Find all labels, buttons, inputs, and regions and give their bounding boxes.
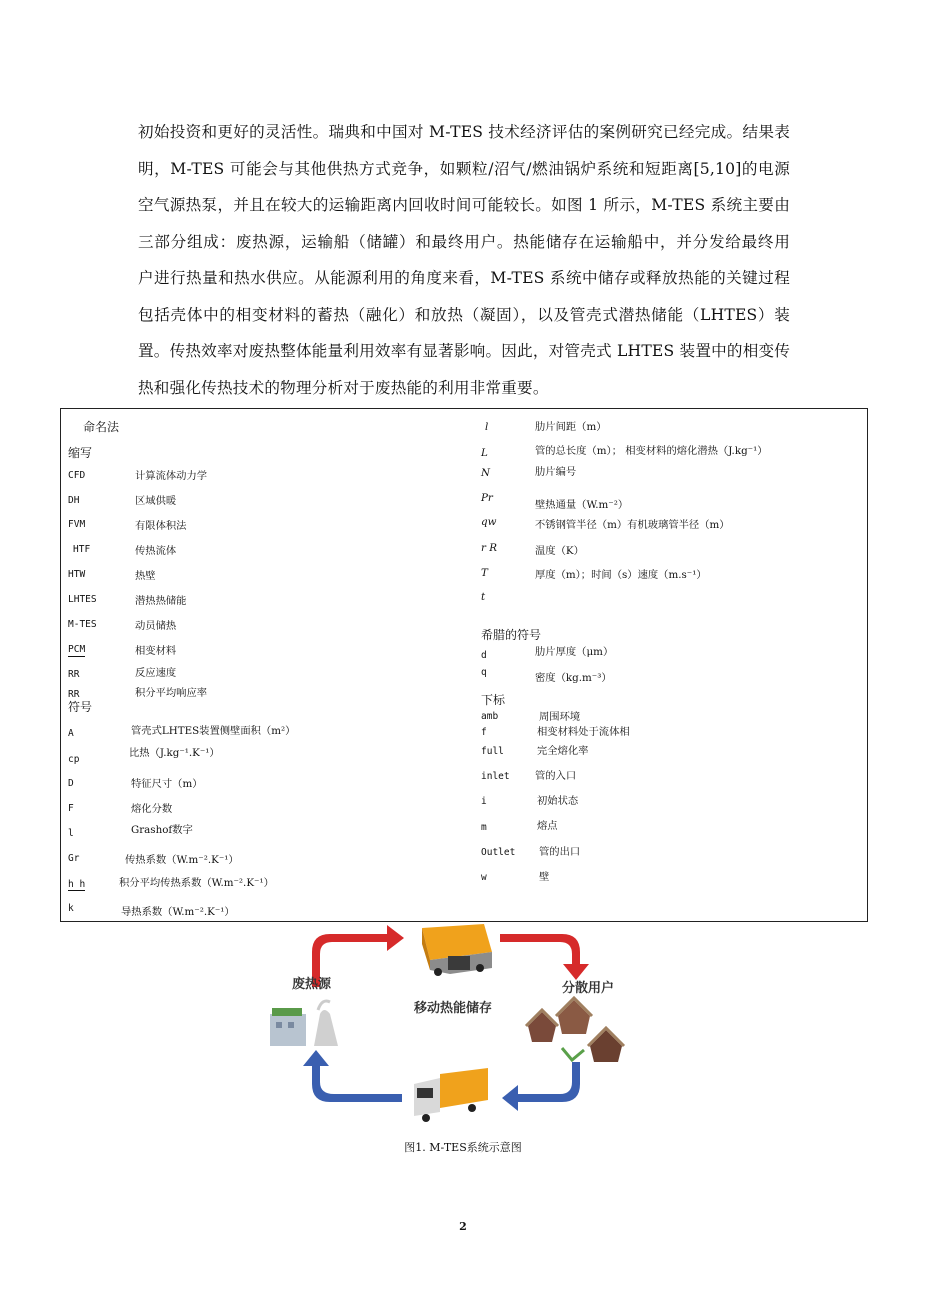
subscript-desc: 完全熔化率 (537, 745, 589, 757)
symbol: l (68, 828, 74, 839)
subscript-symbol: full (481, 746, 504, 757)
symbol-desc: 积分平均传热系数（W.m⁻².K⁻¹） (119, 877, 274, 889)
abbr-symbol: RR (68, 669, 80, 680)
red-arrow-right-icon (500, 934, 589, 980)
abbr-symbol: DH (68, 495, 80, 506)
greek-symbol: d (481, 650, 487, 661)
body-paragraph (138, 114, 790, 406)
page-number: 2 (459, 1220, 467, 1233)
abbr-desc: 反应速度 (135, 667, 177, 679)
subscript-desc: 熔点 (537, 820, 558, 832)
symbol-desc: 肋片间距（m） (535, 421, 607, 433)
greek-heading: 希腊的符号 (481, 628, 542, 642)
paragraph-line: 空气源热泵，并且在较大的运输距离内回收时间可能较长。如图 1 所示，M-TES 系统主要由 (138, 196, 790, 214)
figure-caption: 图1. M-TES系统示意图 (404, 1141, 522, 1154)
symbol: D (68, 778, 74, 789)
symbol-desc: 特征尺寸（m） (131, 778, 203, 790)
symbol-desc: 比热（J.kg⁻¹.K⁻¹） (129, 747, 220, 759)
abbr-symbol: FVM (68, 519, 86, 530)
symbol-desc: 熔化分数 (131, 803, 173, 815)
truck-bottom-icon (414, 1068, 488, 1122)
symbol: Gr (68, 853, 80, 864)
greek-desc: 肋片厚度（μm） (535, 646, 614, 658)
symbol-desc: 导热系数（W.m⁻².K⁻¹） (121, 906, 235, 918)
greek-symbol: q (481, 667, 487, 678)
paragraph-line: 三部分组成：废热源，运输船（储罐）和最终用户。热能储存在运输船中，并分发给最终用 (138, 232, 790, 251)
nomenclature-box (60, 408, 868, 922)
symbol-desc: 壁热通量（W.m⁻²） (535, 499, 629, 511)
abbr-desc: 有限体积法 (135, 520, 187, 532)
abbr-desc: 热壁 (135, 570, 156, 582)
abbr-symbol: RR (68, 689, 80, 700)
paragraph-line: 包括壳体中的相变材料的蓄热（融化）和放热（凝固），以及管壳式潜热储能（LHTES）装 (138, 305, 790, 324)
subscript-symbol: inlet (481, 771, 510, 782)
symbol-desc: 温度（K） (535, 545, 584, 557)
symbol: cp (68, 754, 80, 765)
label-storage: 移动热能储存 (414, 1001, 493, 1016)
abbr-desc: 潜热热储能 (135, 595, 187, 607)
abbreviation-heading: 缩写 (68, 446, 93, 460)
symbol (68, 878, 85, 891)
abbr-desc: 相变材料 (135, 645, 177, 657)
abbr-symbol: M-TES (68, 619, 97, 630)
symbol: F (68, 803, 74, 814)
paragraph-line: 初始投资和更好的灵活性。瑞典和中国对 M-TES 技术经济评估的案例研究已经完成。结果表 (138, 123, 790, 141)
symbol-desc: 管的总长度（m）； 相变材料的熔化潜热（J.kg⁻¹） (535, 445, 768, 457)
abbr-desc: 积分平均响应率 (135, 687, 208, 699)
paragraph-line: 明，M-TES 可能会与其他供热方式竞争，如颗粒/沼气/燃油锅炉系统和短距离[5,10]的电源 (138, 159, 790, 178)
abbr-symbol: HTF (73, 544, 91, 555)
symbol: l (485, 421, 489, 433)
symbol-desc: 厚度（m）；时间（s）速度（m.s⁻¹） (535, 569, 707, 581)
subscript-symbol: Outlet (481, 847, 516, 858)
abbr-desc: 计算流体动力学 (135, 470, 208, 482)
paragraph-line: 热和强化传热技术的物理分析对于废热能的利用非常重要。 (138, 378, 549, 397)
symbol-desc: 传热系数（W.m⁻².K⁻¹） (125, 854, 239, 866)
symbol: N (481, 467, 491, 479)
mtes-system-figure (262, 922, 664, 1132)
greek-desc: 密度（kg.m⁻³） (535, 672, 612, 684)
symbol: k (68, 903, 74, 914)
subscript-symbol: amb (481, 711, 499, 722)
abbr-desc: 动员储热 (135, 620, 177, 632)
blue-arrow-right-icon (502, 1062, 580, 1111)
symbol-desc: 肋片编号 (535, 466, 577, 478)
symbol-desc: 管壳式LHTES装置侧壁面积（m²） (131, 725, 296, 737)
symbol: t (481, 591, 486, 603)
label-users: 分散用户 (562, 981, 615, 996)
paragraph-line: 置。传热效率对废热整体能量利用效率有显著影响。因此，对管壳式 LHTES 装置中的相变传 (138, 342, 791, 360)
abbr-desc: 传热流体 (135, 545, 177, 557)
label-source: 废热源 (292, 977, 332, 992)
symbol-underlined: h h (68, 879, 86, 890)
subscript-desc: 管的入口 (535, 770, 577, 782)
subscript-desc: 周围环境 (539, 711, 581, 723)
factory-icon (270, 1001, 338, 1046)
abbr-symbol: PCM (68, 644, 86, 655)
subscript-heading: 下标 (481, 693, 506, 707)
subscript-symbol: w (481, 872, 487, 883)
subscript-symbol: f (481, 727, 487, 738)
subscript-desc: 相变材料处于流体相 (537, 726, 630, 738)
subscript-desc: 管的出口 (539, 846, 581, 858)
blue-arrow-left-icon (303, 1050, 402, 1102)
subscript-desc: 壁 (539, 871, 550, 883)
subscript-desc: 初始状态 (537, 795, 579, 807)
abbr-symbol: HTW (68, 569, 86, 580)
paragraph-line: 户进行热量和热水供应。从能源利用的角度来看，M-TES 系统中储存或释放热能的关键过程 (138, 269, 790, 287)
symbol-desc: 不锈钢管半径（m）有机玻璃管半径（m） (535, 519, 730, 531)
symbol: A (68, 728, 74, 739)
abbr-symbol: CFD (68, 470, 86, 481)
symbol: r R (481, 542, 497, 554)
symbol-desc: Grashof数字 (131, 824, 193, 836)
symbol: L (481, 447, 488, 459)
mtes-diagram (262, 922, 664, 1132)
truck-top-icon (422, 924, 492, 976)
subscript-symbol: i (481, 796, 487, 807)
symbol: Pr (481, 492, 493, 504)
nomenclature-title: 命名法 (83, 420, 120, 434)
symbol: T (481, 567, 488, 579)
abbr-symbol: LHTES (68, 594, 97, 605)
houses-icon (526, 998, 624, 1062)
symbols-heading: 符号 (68, 700, 93, 714)
subscript-symbol: m (481, 822, 487, 833)
symbol: qw (481, 516, 497, 528)
abbr-desc: 区域供暖 (135, 495, 177, 507)
